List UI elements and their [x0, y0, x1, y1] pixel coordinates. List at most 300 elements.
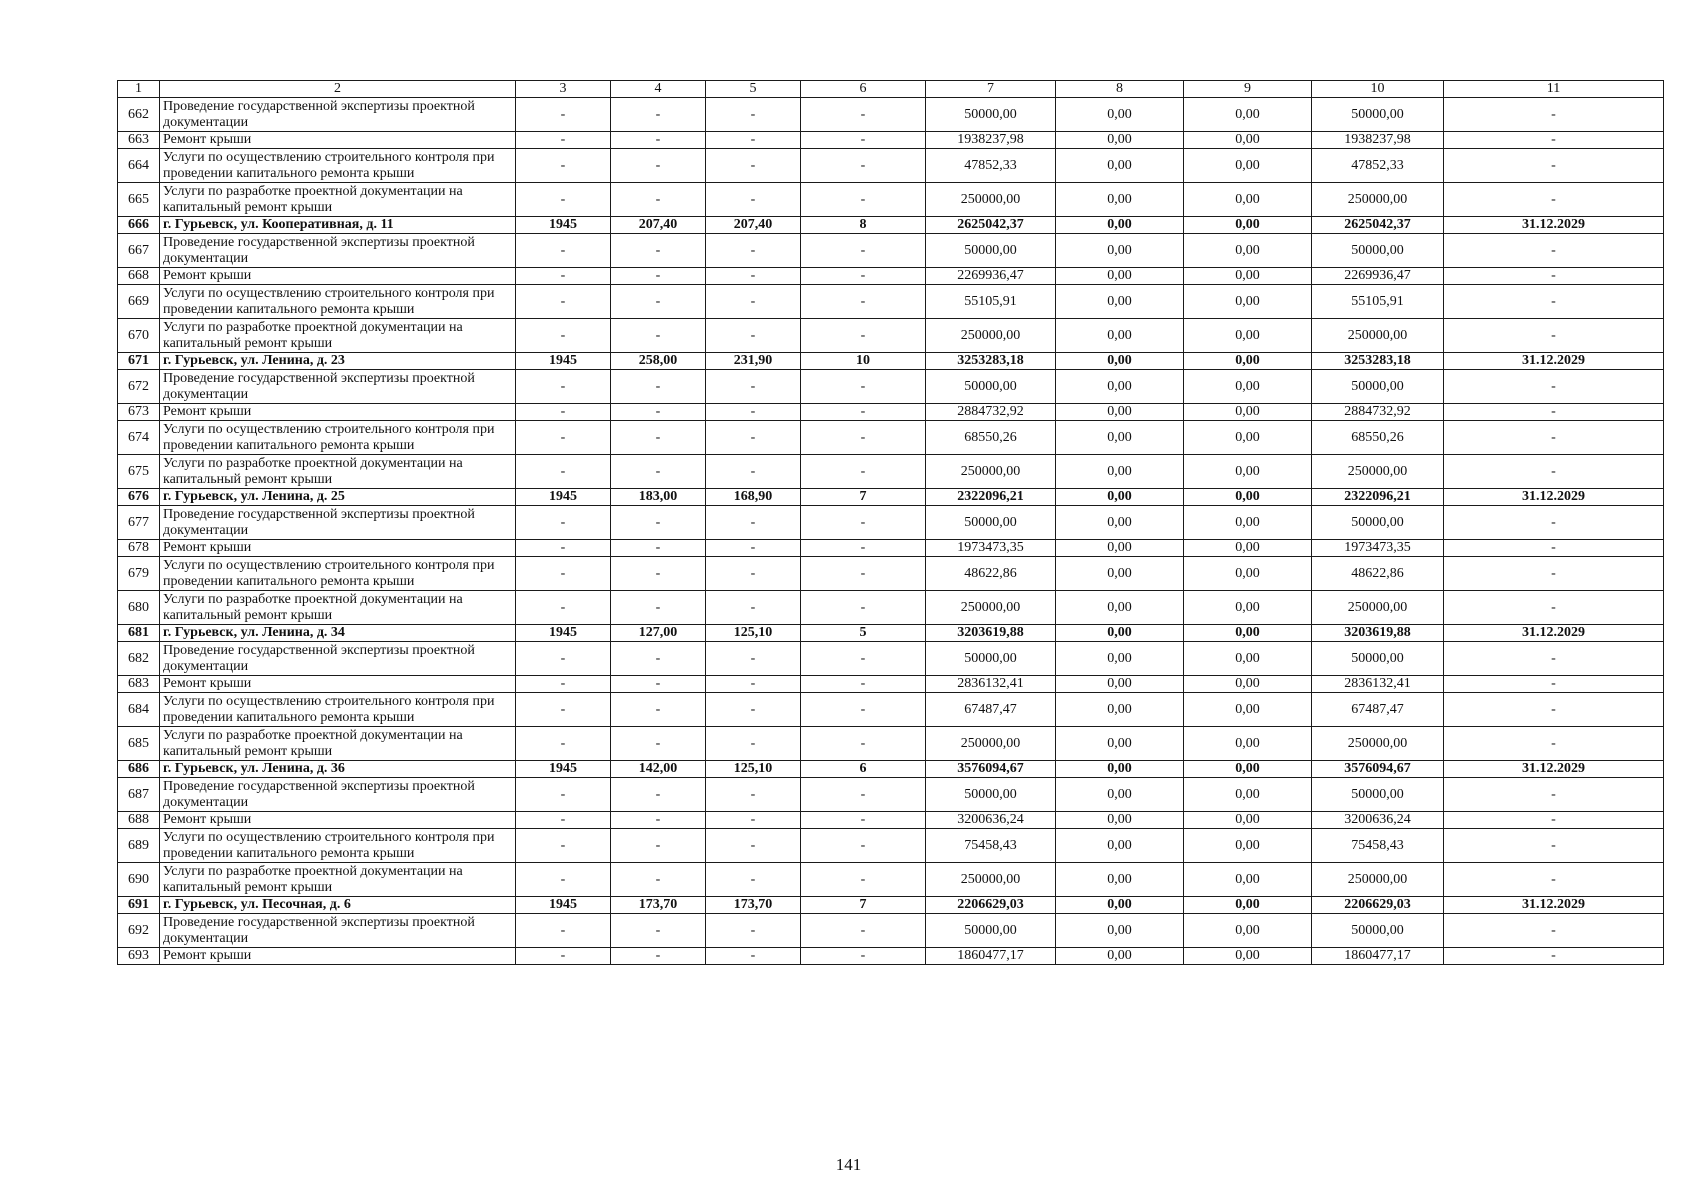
cell-year-built: -	[516, 98, 611, 132]
cell-cost-federal: 0,00	[1056, 98, 1184, 132]
cell-row-number: 665	[118, 183, 160, 217]
cell-area-living: 125,10	[706, 625, 801, 642]
cell-area-living: -	[706, 132, 801, 149]
cell-cost-federal: 0,00	[1056, 149, 1184, 183]
cell-item-name: Проведение государственной экспертизы проектной документации	[160, 778, 516, 812]
cell-cost-regional: 0,00	[1184, 625, 1312, 642]
cell-cost-fund: 250000,00	[1312, 591, 1444, 625]
cell-item-name: г. Гурьевск, ул. Песочная, д. 6	[160, 897, 516, 914]
cell-cost-fund: 2625042,37	[1312, 217, 1444, 234]
repair-program-table	[117, 80, 1664, 965]
cell-residents: 5	[801, 625, 926, 642]
cell-cost-regional: 0,00	[1184, 183, 1312, 217]
table-row	[118, 268, 1664, 285]
cell-year-built: -	[516, 642, 611, 676]
cell-item-name: Ремонт крыши	[160, 812, 516, 829]
cell-area-living: -	[706, 948, 801, 965]
cell-cost-regional: 0,00	[1184, 642, 1312, 676]
cell-deadline: -	[1444, 948, 1664, 965]
cell-deadline: -	[1444, 693, 1664, 727]
cell-row-number: 671	[118, 353, 160, 370]
cell-item-name: Ремонт крыши	[160, 540, 516, 557]
cell-cost-total: 2836132,41	[926, 676, 1056, 693]
cell-residents: -	[801, 948, 926, 965]
cell-residents: -	[801, 540, 926, 557]
cell-cost-regional: 0,00	[1184, 421, 1312, 455]
cell-area-total: 258,00	[611, 353, 706, 370]
cell-cost-total: 250000,00	[926, 455, 1056, 489]
table-row	[118, 829, 1664, 863]
cell-area-total: -	[611, 914, 706, 948]
table-row	[118, 914, 1664, 948]
cell-residents: -	[801, 132, 926, 149]
cell-deadline: -	[1444, 591, 1664, 625]
cell-cost-federal: 0,00	[1056, 829, 1184, 863]
cell-cost-regional: 0,00	[1184, 863, 1312, 897]
cell-area-living: -	[706, 268, 801, 285]
cell-area-total: -	[611, 948, 706, 965]
cell-item-name: г. Гурьевск, ул. Ленина, д. 25	[160, 489, 516, 506]
cell-item-name: г. Гурьевск, ул. Кооперативная, д. 11	[160, 217, 516, 234]
cell-cost-regional: 0,00	[1184, 557, 1312, 591]
cell-item-name: Услуги по осуществлению строительного контроля при проведении капитального ремонта крыши	[160, 285, 516, 319]
cell-deadline: 31.12.2029	[1444, 761, 1664, 778]
cell-cost-federal: 0,00	[1056, 557, 1184, 591]
cell-deadline: -	[1444, 149, 1664, 183]
cell-cost-federal: 0,00	[1056, 370, 1184, 404]
cell-cost-regional: 0,00	[1184, 217, 1312, 234]
cell-residents: -	[801, 268, 926, 285]
cell-area-living: -	[706, 676, 801, 693]
col-header-7: 7	[926, 81, 1056, 98]
cell-area-total: -	[611, 319, 706, 353]
table-row	[118, 183, 1664, 217]
cell-cost-regional: 0,00	[1184, 778, 1312, 812]
cell-row-number: 674	[118, 421, 160, 455]
address-row	[118, 353, 1664, 370]
cell-cost-fund: 2884732,92	[1312, 404, 1444, 421]
cell-residents: -	[801, 778, 926, 812]
cell-cost-federal: 0,00	[1056, 625, 1184, 642]
cell-residents: 10	[801, 353, 926, 370]
cell-deadline: -	[1444, 234, 1664, 268]
cell-residents: -	[801, 591, 926, 625]
cell-cost-total: 3203619,88	[926, 625, 1056, 642]
cell-residents: -	[801, 234, 926, 268]
cell-cost-fund: 2836132,41	[1312, 676, 1444, 693]
address-row	[118, 217, 1664, 234]
cell-item-name: Проведение государственной экспертизы проектной документации	[160, 914, 516, 948]
table-row	[118, 948, 1664, 965]
address-row	[118, 489, 1664, 506]
cell-deadline: -	[1444, 676, 1664, 693]
cell-row-number: 693	[118, 948, 160, 965]
cell-cost-total: 250000,00	[926, 591, 1056, 625]
cell-year-built: -	[516, 914, 611, 948]
col-header-2: 2	[160, 81, 516, 98]
cell-area-living: -	[706, 234, 801, 268]
cell-row-number: 692	[118, 914, 160, 948]
cell-row-number: 678	[118, 540, 160, 557]
cell-cost-fund: 50000,00	[1312, 370, 1444, 404]
cell-year-built: -	[516, 404, 611, 421]
cell-item-name: Проведение государственной экспертизы проектной документации	[160, 370, 516, 404]
cell-cost-total: 250000,00	[926, 727, 1056, 761]
cell-residents: -	[801, 149, 926, 183]
cell-residents: -	[801, 863, 926, 897]
document-sheet	[117, 80, 1663, 965]
cell-cost-fund: 250000,00	[1312, 863, 1444, 897]
cell-area-living: -	[706, 693, 801, 727]
header-row	[118, 81, 1664, 98]
cell-year-built: 1945	[516, 897, 611, 914]
cell-residents: -	[801, 727, 926, 761]
cell-cost-total: 50000,00	[926, 98, 1056, 132]
col-header-5: 5	[706, 81, 801, 98]
cell-cost-federal: 0,00	[1056, 217, 1184, 234]
cell-year-built: 1945	[516, 761, 611, 778]
cell-cost-federal: 0,00	[1056, 319, 1184, 353]
cell-cost-regional: 0,00	[1184, 455, 1312, 489]
address-row	[118, 897, 1664, 914]
cell-area-living: -	[706, 778, 801, 812]
cell-year-built: -	[516, 693, 611, 727]
cell-deadline: 31.12.2029	[1444, 625, 1664, 642]
cell-year-built: -	[516, 727, 611, 761]
cell-row-number: 669	[118, 285, 160, 319]
cell-cost-federal: 0,00	[1056, 778, 1184, 812]
cell-cost-fund: 250000,00	[1312, 319, 1444, 353]
cell-area-total: -	[611, 404, 706, 421]
cell-cost-fund: 250000,00	[1312, 455, 1444, 489]
cell-area-total: -	[611, 183, 706, 217]
cell-area-living: -	[706, 506, 801, 540]
cell-area-living: -	[706, 149, 801, 183]
cell-area-total: -	[611, 268, 706, 285]
cell-cost-total: 50000,00	[926, 778, 1056, 812]
cell-cost-fund: 2269936,47	[1312, 268, 1444, 285]
cell-cost-total: 1938237,98	[926, 132, 1056, 149]
cell-item-name: Услуги по осуществлению строительного контроля при проведении капитального ремонта крыши	[160, 421, 516, 455]
cell-year-built: -	[516, 149, 611, 183]
cell-residents: -	[801, 693, 926, 727]
cell-item-name: Услуги по разработке проектной документации на капитальный ремонт крыши	[160, 863, 516, 897]
table-row	[118, 455, 1664, 489]
cell-deadline: -	[1444, 727, 1664, 761]
cell-area-total: -	[611, 506, 706, 540]
cell-cost-regional: 0,00	[1184, 506, 1312, 540]
cell-area-total: 207,40	[611, 217, 706, 234]
cell-cost-federal: 0,00	[1056, 812, 1184, 829]
cell-item-name: Проведение государственной экспертизы проектной документации	[160, 642, 516, 676]
cell-cost-fund: 3203619,88	[1312, 625, 1444, 642]
cell-deadline: -	[1444, 557, 1664, 591]
cell-item-name: Услуги по разработке проектной документации на капитальный ремонт крыши	[160, 727, 516, 761]
cell-cost-total: 47852,33	[926, 149, 1056, 183]
cell-cost-fund: 3253283,18	[1312, 353, 1444, 370]
cell-residents: -	[801, 404, 926, 421]
cell-cost-federal: 0,00	[1056, 506, 1184, 540]
cell-cost-fund: 1938237,98	[1312, 132, 1444, 149]
table-row	[118, 778, 1664, 812]
cell-cost-regional: 0,00	[1184, 353, 1312, 370]
cell-area-living: -	[706, 812, 801, 829]
cell-residents: -	[801, 557, 926, 591]
cell-row-number: 687	[118, 778, 160, 812]
table-row	[118, 285, 1664, 319]
cell-residents: -	[801, 370, 926, 404]
cell-deadline: -	[1444, 404, 1664, 421]
cell-residents: -	[801, 676, 926, 693]
cell-item-name: Услуги по разработке проектной документации на капитальный ремонт крыши	[160, 455, 516, 489]
cell-year-built: -	[516, 285, 611, 319]
cell-cost-total: 2206629,03	[926, 897, 1056, 914]
col-header-9: 9	[1184, 81, 1312, 98]
cell-cost-federal: 0,00	[1056, 914, 1184, 948]
cell-deadline: -	[1444, 370, 1664, 404]
cell-area-living: -	[706, 540, 801, 557]
cell-cost-federal: 0,00	[1056, 353, 1184, 370]
cell-cost-total: 48622,86	[926, 557, 1056, 591]
col-header-11: 11	[1444, 81, 1664, 98]
cell-area-total: -	[611, 693, 706, 727]
cell-cost-total: 2625042,37	[926, 217, 1056, 234]
table-row	[118, 421, 1664, 455]
cell-cost-federal: 0,00	[1056, 132, 1184, 149]
cell-item-name: Проведение государственной экспертизы проектной документации	[160, 506, 516, 540]
cell-residents: -	[801, 812, 926, 829]
cell-area-total: -	[611, 421, 706, 455]
cell-cost-total: 50000,00	[926, 234, 1056, 268]
cell-cost-total: 50000,00	[926, 506, 1056, 540]
cell-cost-federal: 0,00	[1056, 693, 1184, 727]
cell-cost-regional: 0,00	[1184, 370, 1312, 404]
cell-cost-total: 250000,00	[926, 863, 1056, 897]
cell-residents: -	[801, 455, 926, 489]
cell-cost-fund: 50000,00	[1312, 778, 1444, 812]
cell-deadline: -	[1444, 268, 1664, 285]
cell-cost-federal: 0,00	[1056, 591, 1184, 625]
cell-residents: 8	[801, 217, 926, 234]
cell-cost-regional: 0,00	[1184, 812, 1312, 829]
table-row	[118, 557, 1664, 591]
address-row	[118, 761, 1664, 778]
cell-row-number: 675	[118, 455, 160, 489]
cell-cost-regional: 0,00	[1184, 285, 1312, 319]
cell-residents: -	[801, 914, 926, 948]
cell-residents: -	[801, 421, 926, 455]
cell-area-total: -	[611, 727, 706, 761]
cell-cost-federal: 0,00	[1056, 676, 1184, 693]
cell-row-number: 683	[118, 676, 160, 693]
cell-cost-fund: 3200636,24	[1312, 812, 1444, 829]
cell-deadline: -	[1444, 421, 1664, 455]
cell-year-built: -	[516, 863, 611, 897]
cell-item-name: Услуги по разработке проектной документации на капитальный ремонт крыши	[160, 591, 516, 625]
cell-year-built: -	[516, 319, 611, 353]
cell-item-name: Ремонт крыши	[160, 676, 516, 693]
cell-row-number: 681	[118, 625, 160, 642]
cell-area-living: -	[706, 183, 801, 217]
cell-cost-federal: 0,00	[1056, 455, 1184, 489]
cell-item-name: Услуги по осуществлению строительного контроля при проведении капитального ремонта крыши	[160, 149, 516, 183]
cell-cost-federal: 0,00	[1056, 404, 1184, 421]
cell-area-living: 125,10	[706, 761, 801, 778]
cell-year-built: -	[516, 506, 611, 540]
cell-deadline: -	[1444, 319, 1664, 353]
cell-item-name: Ремонт крыши	[160, 948, 516, 965]
cell-cost-fund: 250000,00	[1312, 183, 1444, 217]
cell-area-total: -	[611, 812, 706, 829]
cell-cost-total: 50000,00	[926, 914, 1056, 948]
cell-deadline: -	[1444, 98, 1664, 132]
cell-item-name: Услуги по осуществлению строительного контроля при проведении капитального ремонта крыши	[160, 693, 516, 727]
cell-cost-federal: 0,00	[1056, 540, 1184, 557]
cell-area-living: -	[706, 404, 801, 421]
cell-year-built: -	[516, 948, 611, 965]
cell-row-number: 690	[118, 863, 160, 897]
cell-cost-fund: 2322096,21	[1312, 489, 1444, 506]
cell-cost-regional: 0,00	[1184, 897, 1312, 914]
cell-area-total: -	[611, 285, 706, 319]
cell-residents: 6	[801, 761, 926, 778]
cell-residents: -	[801, 98, 926, 132]
cell-year-built: -	[516, 234, 611, 268]
cell-row-number: 686	[118, 761, 160, 778]
cell-cost-regional: 0,00	[1184, 319, 1312, 353]
cell-row-number: 679	[118, 557, 160, 591]
cell-cost-fund: 47852,33	[1312, 149, 1444, 183]
cell-cost-total: 3576094,67	[926, 761, 1056, 778]
cell-residents: -	[801, 642, 926, 676]
cell-year-built: -	[516, 812, 611, 829]
cell-area-total: 127,00	[611, 625, 706, 642]
cell-year-built: -	[516, 676, 611, 693]
page-number: 141	[835, 1155, 862, 1174]
cell-row-number: 668	[118, 268, 160, 285]
cell-year-built: 1945	[516, 217, 611, 234]
cell-residents: -	[801, 319, 926, 353]
cell-cost-federal: 0,00	[1056, 863, 1184, 897]
col-header-10: 10	[1312, 81, 1444, 98]
cell-cost-federal: 0,00	[1056, 897, 1184, 914]
cell-cost-federal: 0,00	[1056, 489, 1184, 506]
cell-area-total: -	[611, 642, 706, 676]
cell-cost-regional: 0,00	[1184, 132, 1312, 149]
cell-cost-total: 50000,00	[926, 642, 1056, 676]
cell-row-number: 680	[118, 591, 160, 625]
cell-year-built: 1945	[516, 625, 611, 642]
table-row	[118, 727, 1664, 761]
table-row	[118, 149, 1664, 183]
cell-cost-regional: 0,00	[1184, 829, 1312, 863]
cell-area-total: -	[611, 132, 706, 149]
cell-cost-regional: 0,00	[1184, 540, 1312, 557]
cell-row-number: 662	[118, 98, 160, 132]
cell-item-name: г. Гурьевск, ул. Ленина, д. 34	[160, 625, 516, 642]
cell-cost-fund: 1973473,35	[1312, 540, 1444, 557]
table-row	[118, 370, 1664, 404]
cell-area-living: -	[706, 370, 801, 404]
cell-area-total: -	[611, 676, 706, 693]
cell-year-built: -	[516, 183, 611, 217]
cell-cost-federal: 0,00	[1056, 285, 1184, 319]
cell-deadline: -	[1444, 829, 1664, 863]
cell-cost-federal: 0,00	[1056, 268, 1184, 285]
cell-residents: 7	[801, 897, 926, 914]
cell-deadline: -	[1444, 540, 1664, 557]
cell-area-total: -	[611, 778, 706, 812]
cell-cost-total: 1973473,35	[926, 540, 1056, 557]
cell-row-number: 688	[118, 812, 160, 829]
cell-area-living: -	[706, 421, 801, 455]
cell-area-living: -	[706, 455, 801, 489]
cell-row-number: 684	[118, 693, 160, 727]
cell-cost-total: 50000,00	[926, 370, 1056, 404]
col-header-4: 4	[611, 81, 706, 98]
cell-cost-regional: 0,00	[1184, 149, 1312, 183]
cell-row-number: 689	[118, 829, 160, 863]
cell-cost-fund: 50000,00	[1312, 98, 1444, 132]
cell-item-name: Услуги по осуществлению строительного контроля при проведении капитального ремонта крыши	[160, 557, 516, 591]
cell-cost-regional: 0,00	[1184, 98, 1312, 132]
cell-year-built: 1945	[516, 353, 611, 370]
cell-row-number: 670	[118, 319, 160, 353]
cell-cost-fund: 1860477,17	[1312, 948, 1444, 965]
cell-deadline: 31.12.2029	[1444, 897, 1664, 914]
cell-cost-fund: 67487,47	[1312, 693, 1444, 727]
cell-row-number: 673	[118, 404, 160, 421]
cell-cost-federal: 0,00	[1056, 421, 1184, 455]
cell-deadline: -	[1444, 183, 1664, 217]
cell-area-total: 183,00	[611, 489, 706, 506]
cell-cost-total: 3200636,24	[926, 812, 1056, 829]
cell-cost-total: 75458,43	[926, 829, 1056, 863]
cell-cost-total: 67487,47	[926, 693, 1056, 727]
table-row	[118, 591, 1664, 625]
cell-year-built: -	[516, 421, 611, 455]
cell-area-total: -	[611, 370, 706, 404]
cell-item-name: Проведение государственной экспертизы проектной документации	[160, 234, 516, 268]
cell-cost-total: 250000,00	[926, 319, 1056, 353]
cell-cost-fund: 50000,00	[1312, 914, 1444, 948]
cell-cost-total: 2269936,47	[926, 268, 1056, 285]
cell-deadline: -	[1444, 132, 1664, 149]
cell-cost-fund: 50000,00	[1312, 506, 1444, 540]
cell-area-living: -	[706, 98, 801, 132]
cell-area-living: 207,40	[706, 217, 801, 234]
cell-area-living: 173,70	[706, 897, 801, 914]
cell-area-total: -	[611, 149, 706, 183]
cell-residents: -	[801, 506, 926, 540]
cell-cost-fund: 2206629,03	[1312, 897, 1444, 914]
cell-cost-fund: 75458,43	[1312, 829, 1444, 863]
cell-item-name: Ремонт крыши	[160, 404, 516, 421]
cell-cost-total: 3253283,18	[926, 353, 1056, 370]
cell-cost-regional: 0,00	[1184, 914, 1312, 948]
cell-deadline: -	[1444, 285, 1664, 319]
cell-cost-federal: 0,00	[1056, 234, 1184, 268]
cell-cost-total: 250000,00	[926, 183, 1056, 217]
cell-year-built: -	[516, 455, 611, 489]
cell-cost-total: 1860477,17	[926, 948, 1056, 965]
cell-cost-fund: 3576094,67	[1312, 761, 1444, 778]
table-row	[118, 506, 1664, 540]
cell-area-living: -	[706, 642, 801, 676]
cell-area-total: -	[611, 591, 706, 625]
table-row	[118, 693, 1664, 727]
cell-row-number: 667	[118, 234, 160, 268]
